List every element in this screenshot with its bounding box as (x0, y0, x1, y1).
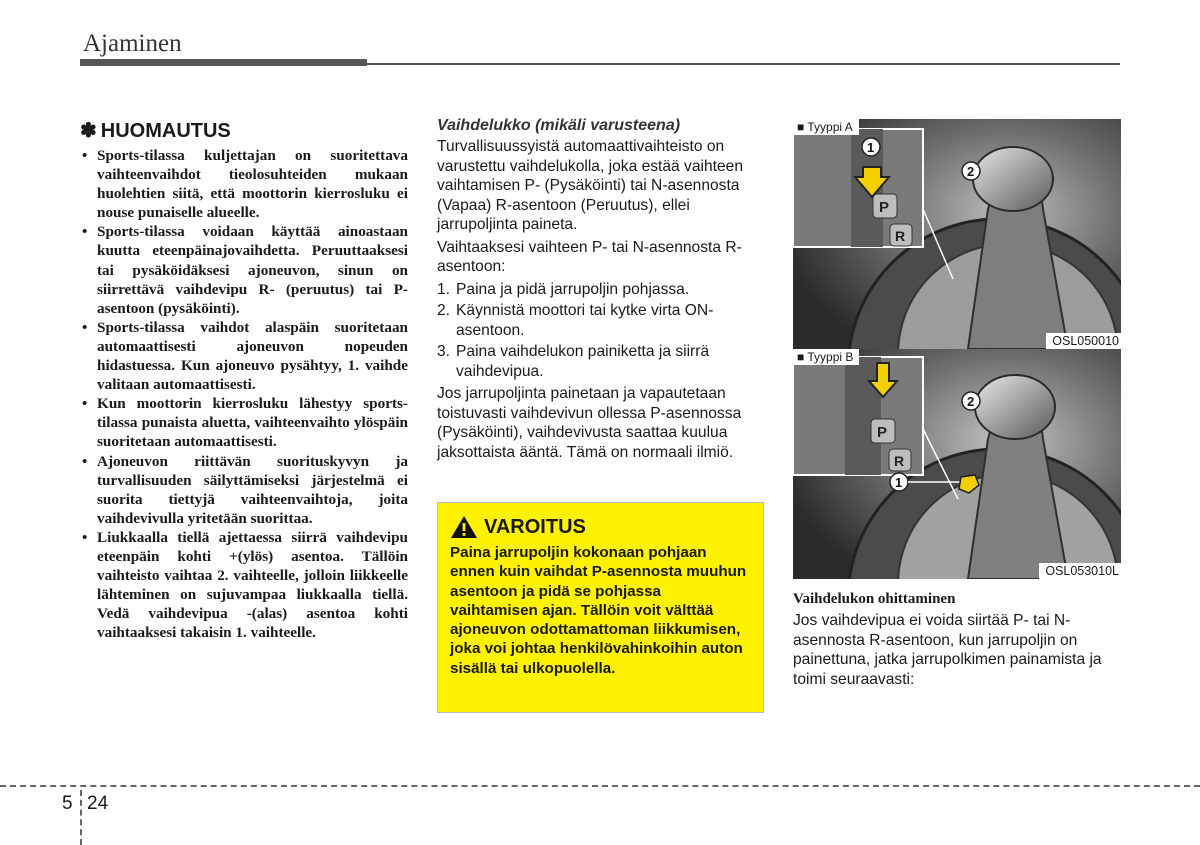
page-number: 24 (87, 793, 109, 814)
notice-item: • Sports-tilassa vaihdot alaspäin suoritetaan automaattisesti ajoneuvon nopeuden hidastuessa. Kun ajoneuvo pysähtyy, 1. vaihde valitaan automaattisesti. (80, 318, 408, 394)
figure-type-a (793, 119, 1121, 349)
notice-title: HUOMAUTUS (100, 120, 231, 142)
shift-lock-intro: Turvallisuussyistä automaattivaihteisto on varustettu vaihdelukolla, joka estää vaihteen vaihtamisen P- (Pysäköinti) tai N-asennosta (Vapaa) R-asentoon (Peruutus), ellei jarrupoljinta paineta. (437, 138, 744, 233)
gate-label-r: R (895, 228, 906, 244)
figure-type-b-tag: ■ Tyyppi B (793, 349, 859, 365)
footer-rule (0, 785, 1200, 787)
notice-item: • Sports-tilassa voidaan käyttää ainoastaan kuutta eteenpäinajovaihdetta. Peruuttaaksesi tai pysäköidäksesi ajoneuvon, sinun on siirrettävä vaihdevipu R- (peruutus) tai P-asentoon (pysäköinti). (80, 222, 408, 317)
header-bar (80, 59, 367, 66)
step-item (437, 342, 764, 381)
step-item (437, 301, 764, 340)
notice-heading (80, 118, 408, 143)
warning-heading (450, 515, 751, 539)
callout-2: 2 (967, 164, 975, 179)
warning-title: VAROITUS (484, 515, 586, 538)
figure-type-a-code: OSL050010 (1046, 333, 1121, 349)
gear-shifter-illustration (793, 119, 1121, 349)
step-item (437, 280, 764, 300)
figure-type-b (793, 349, 1121, 579)
gear-shifter-illustration (793, 349, 1121, 579)
override-title: Vaihdelukon ohittaminen (793, 591, 956, 607)
notice-item: • Sports-tilassa kuljettajan on suoritettava vaihteenvaihdot tieolosuhteiden mukaan huolehtien siitä, että moottorin kierrosluku ei nouse punaiselle alueelle. (80, 146, 408, 222)
header-rule (367, 63, 1120, 65)
step-number: 1. (437, 280, 451, 298)
shift-lock-title: Vaihdelukko (mikäli varusteena) (437, 117, 681, 134)
shift-lock-steps (437, 280, 764, 382)
notice-star-icon: ✽ (80, 120, 97, 142)
running-header: Ajaminen (83, 30, 182, 57)
shift-lock-section (437, 117, 764, 465)
warning-box (437, 502, 764, 713)
step-text: Paina vaihdelukon painiketta ja siirrä vaihdevipua. (456, 343, 710, 380)
notice-list (80, 146, 408, 642)
warning-text: Paina jarrupoljin kokonaan pohjaan ennen kuin vaihdat P-asennosta muuhun asentoon ja pidä se pohjassa vaihtamisen ajan. Tällöin voit välttää ajoneuvon odottamattoman liikkumisen, joka voi johtaa henkilövahinkoihin auton sisällä tai ulkopuolella. (450, 544, 747, 677)
notice-item: • Liukkaalla tiellä ajettaessa siirrä vaihdevipu eteenpäin kohti +(ylös) asentoa. Tällöin vaihteisto vaihtaa 2. vaihteelle, jolloin liikkeelle lähteminen on sujuvampaa liukkaalla tiellä. Vedä vaihdevipua -(alas) asentoa kohti vaihtaaksesi takaisin 1. vaihteelle. (80, 528, 408, 643)
step-number: 3. (437, 343, 451, 360)
callout-1: 1 (867, 140, 875, 155)
notice-section (80, 118, 408, 642)
figure-type-b-code: OSL053010L (1039, 563, 1121, 579)
notice-item: • Ajoneuvon riittävän suorituskyvyn ja turvallisuuden säilyttämiseksi järjestelmä ei suorita tiettyjä vaihteenvaihtoja, joita vaihdevivulla yritetään suorittaa. (80, 452, 408, 528)
gate-label-p: P (879, 199, 890, 216)
callout-2: 2 (967, 394, 975, 409)
shift-lock-lead: Vaihtaaksesi vaihteen P- tai N-asennosta R-asentoon: (437, 238, 742, 275)
gate-label-p: P (877, 424, 888, 441)
figure-column (793, 119, 1121, 689)
notice-item: • Kun moottorin kierrosluku lähestyy sports-tilassa punaista aluetta, vaihteenvaihto ylöspäin suoritetaan automaattisesti. (80, 394, 408, 451)
page-separator (80, 790, 82, 845)
override-text: Jos vaihdevipua ei voida siirtää P- tai N-asennosta R-asentoon, kun jarrupoljin on painettuna, jatka jarrupolkimen painamista ja toimi seuraavasti: (793, 612, 1102, 688)
step-number: 2. (437, 302, 451, 319)
warning-triangle-icon (450, 515, 478, 539)
step-text: Paina ja pidä jarrupoljin pohjassa. (456, 280, 690, 298)
gate-label-r: R (894, 453, 905, 469)
shift-lock-after: Jos jarrupoljinta painetaan ja vapautetaan toistuvasti vaihdevivun ollessa P-asennossa (Pysäköinti), vaihdevivusta saattaa kuulua jaksottaista ääntä. Tämä on normaali ilmiö. (437, 385, 742, 461)
step-text: Käynnistä moottori tai kytke virta ON-asentoon. (456, 302, 714, 339)
figure-type-a-tag: ■ Tyyppi A (793, 119, 859, 135)
chapter-number: 5 (62, 793, 73, 814)
callout-1: 1 (895, 475, 903, 490)
